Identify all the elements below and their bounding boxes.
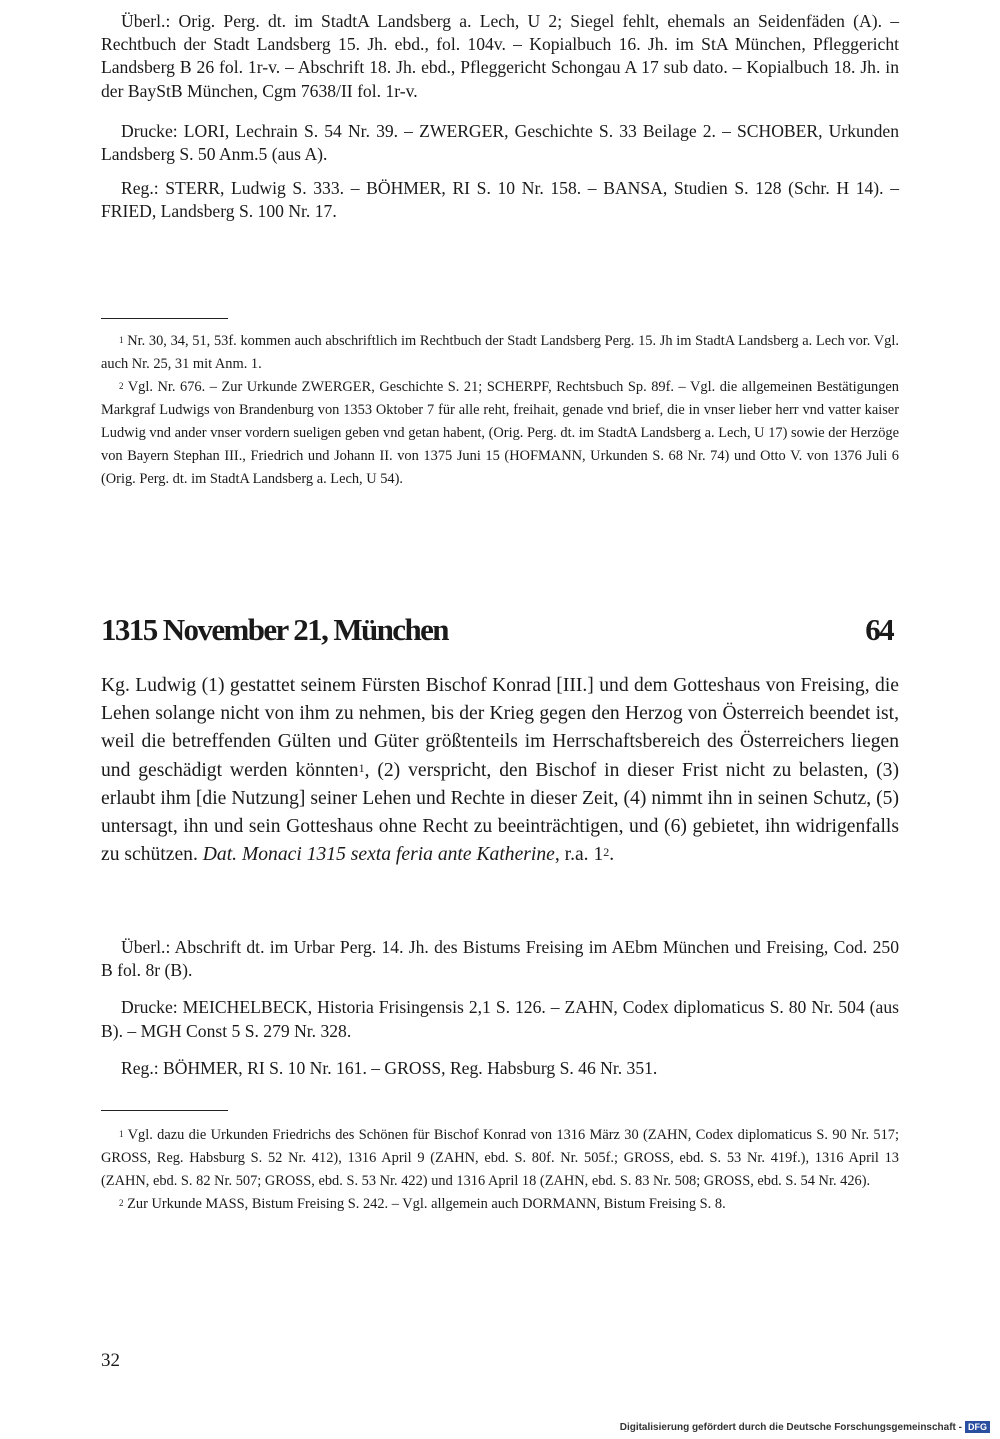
page-number: 32 — [101, 1350, 120, 1371]
regesten: Reg.: BÖHMER, RI S. 10 Nr. 161. – GROSS, Reg. Habsburg S. 46 Nr. 351. — [121, 1057, 658, 1078]
regest — [101, 672, 899, 869]
footnote-entry-2 — [101, 1193, 899, 1216]
footnote-text: Zur Urkunde MASS, Bistum Freising S. 242. – Vgl. allgemein auch DORMANN, Bistum Freising S. 8. — [127, 1196, 726, 1212]
entry-apparatus — [101, 936, 899, 1080]
footnote-text: Nr. 30, 34, 51, 53f. kommen auch abschriftlich im Rechtbuch der Stadt Landsberg Perg. 15. Jh im StadtA Landsberg a. Lech vor. Vgl. auch Nr. 25, 31 mit Anm. 1. — [101, 333, 899, 372]
footnotes-entry — [101, 1124, 899, 1216]
footnote-divider-top — [101, 318, 228, 319]
footnote-text: Vgl. Nr. 676. – Zur Urkunde ZWERGER, Geschichte S. 21; SCHERPF, Rechtsbuch Sp. 89f. – Vgl. die allgemeinen Bestätigungen Markgraf Ludwigs von Brandenburg von 1353 Oktober 7 für alle reht, freihait, genade vnd brief, die in vnser lieber herr vnd vatter kaiser Ludwig vnd ander vnser vordern sueligen geben vnd getan habent, (Orig. Perg. dt. im StadtA Landsberg a. Lech, U 17) sowie der Herzöge von Bayern Stephan III., Friedrich und Johann II. von 1375 Juni 15 (HOFMANN, Urkunden S. 68 Nr. 74) und Otto V. von 1376 Juli 6 (Orig. Perg. dt. im StadtA Landsberg a. Lech, U 54). — [101, 379, 900, 487]
regnal-year: , r.a. 1 — [554, 844, 604, 866]
dating-clause: Dat. Monaci 1315 sexta feria ante Katherine — [202, 844, 555, 866]
dfg-credit — [620, 1421, 990, 1433]
regesten-top: Reg.: STERR, Ludwig S. 333. – BÖHMER, RI S. 10 Nr. 158. – BANSA, Studien S. 128 (Schr. H 14). – FRIED, Landsberg S. 100 Nr. 17. — [101, 178, 899, 222]
dfg-credit-text: Digitalisierung gefördert durch die Deutsche Forschungsgemeinschaft - — [619, 1421, 962, 1433]
drucke: Drucke: MEICHELBECK, Historia Frisingensis 2,1 S. 126. – ZAHN, Codex diplomaticus S. 80 Nr. 504 (aus B). – MGH Const 5 S. 279 Nr. 328. — [101, 997, 899, 1041]
regest-rest: , (2) verspricht, den Bischof in dieser Frist nicht zu belasten, (3) erlaubt ihm [die Nutzung] seiner Lehen und Rechte in dieser Zeit, (4) nimmt ihn in seinen Schutz, (5) untersagt, ihn und sein Gotteshaus ohne Recht zu beeinträchtigen, und (6) gebietet, ihn widrigenfalls zu schützen. — [101, 759, 899, 866]
entry-heading — [101, 606, 899, 652]
drucke-top: Drucke: LORI, Lechrain S. 54 Nr. 39. – ZWERGER, Geschichte S. 33 Beilage 2. – SCHOBER, Urkunden Landsberg S. 50 Anm.5 (aus A). — [101, 120, 899, 165]
entry-date-place: 1315 November 21, München — [101, 612, 448, 647]
regest-footnote-mark-1: 1 — [358, 760, 365, 775]
ueberlieferung: Überl.: Abschrift dt. im Urbar Perg. 14. Jh. des Bistums Freising im AEbm München und Freising, Cod. 250 B fol. 8r (B). — [101, 937, 899, 981]
regest-end: . — [609, 844, 615, 866]
regest-main: Kg. Ludwig (1) gestattet seinem Fürsten Bischof Konrad [III.] und dem Gotteshaus von Freising, die Lehen solange nicht von ihm zu nehmen, bis der Krieg gegen den Herzog von Österreich beendet ist, weil die betreffenden Gülten und Güter größtenteils im Herrschaftsbereich des Österreichers liegen und geschädigt werden könnten — [101, 675, 899, 781]
footnote-divider-entry — [101, 1110, 228, 1111]
dfg-logo-icon: DFG — [965, 1421, 990, 1433]
footnote-mark: 1 — [119, 335, 124, 345]
footnote-top-2 — [101, 376, 899, 491]
footnote-text: Vgl. dazu die Urkunden Friedrichs des Schönen für Bischof Konrad von 1316 März 30 (ZAHN, Codex diplomaticus S. 90 Nr. 517; GROSS, Reg. Habsburg S. 52 Nr. 412), 1316 April 9 (ZAHN, ebd. S. 80f. Nr. 505f.; GROSS, ebd. S. 53 Nr. 419f.), 1316 April 13 (ZAHN, ebd. S. 82 Nr. 507; GROSS, ebd. S. 53 Nr. 422) und 1316 April 18 (ZAHN, ebd. S. 83 Nr. 508; GROSS, ebd. S. 54 Nr. 426). — [101, 1127, 899, 1189]
footnote-mark: 2 — [119, 1198, 124, 1208]
footnote-mark: 1 — [119, 1129, 124, 1139]
entry-number: 64 — [865, 612, 893, 647]
regest-text — [101, 672, 899, 869]
footnote-entry-1 — [101, 1124, 899, 1193]
footnote-top-1 — [101, 330, 899, 376]
regest-footnote-mark-2: 2 — [603, 845, 610, 860]
preceding-entry-apparatus — [101, 10, 899, 224]
ueberlieferung-top: Überl.: Orig. Perg. dt. im StadtA Landsberg a. Lech, U 2; Siegel fehlt, ehemals an Seidenfäden (A). – Rechtbuch der Stadt Landsberg 15. Jh. ebd., fol. 104v. – Kopialbuch 16. Jh. im StA München, Pfleggericht Landsberg B 26 fol. 1r-v. – Abschrift 18. Jh. ebd., Pfleggericht Schongau A 17 sub dato. – Kopialbuch 18. Jh. in der BayStB München, Cgm 7638/II fol. 1r-v. — [101, 11, 899, 101]
footnote-mark: 2 — [119, 381, 124, 391]
footnotes-top — [101, 330, 899, 491]
